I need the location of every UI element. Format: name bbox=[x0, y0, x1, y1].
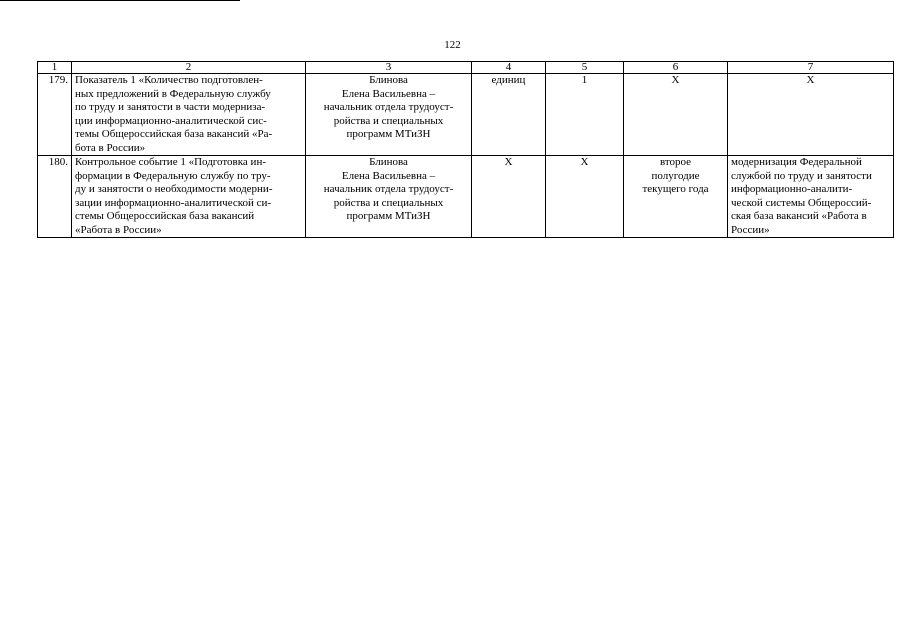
column-number: 6 bbox=[624, 62, 728, 74]
text-line: Елена Васильевна – bbox=[341, 169, 436, 182]
row-deadline bbox=[624, 156, 728, 238]
text-line: ская база вакансий «Работа в bbox=[731, 210, 867, 222]
column-number: 7 bbox=[728, 62, 894, 74]
row-value bbox=[546, 156, 624, 238]
column-number-row bbox=[38, 62, 894, 74]
text-line: программ МТиЗН bbox=[346, 210, 431, 222]
text-line: единиц bbox=[491, 74, 526, 86]
text-line: России» bbox=[731, 223, 770, 236]
text-line: зации информационно-аналитической си- bbox=[75, 196, 272, 209]
column-number: 3 bbox=[306, 62, 472, 74]
text-line: темы Общероссийская база вакансий «Ра- bbox=[75, 128, 273, 140]
text-line: Х bbox=[504, 156, 513, 168]
page-number: 122 bbox=[444, 39, 461, 51]
row-deadline bbox=[624, 74, 728, 156]
text-line: Х bbox=[580, 156, 589, 168]
text-line: бота в России» bbox=[75, 141, 146, 154]
text-line: стемы Общероссийская база вакансий bbox=[75, 210, 255, 222]
text-line: начальник отдела трудоуст- bbox=[323, 183, 454, 195]
text-line: ции информационно-аналитической сис- bbox=[75, 114, 267, 127]
text-line: Елена Васильевна – bbox=[341, 87, 436, 100]
text-line: ческой системы Общероссий- bbox=[731, 196, 872, 209]
text-line: Блинова bbox=[369, 74, 408, 86]
text-line: Контрольное событие 1 «Подготовка ин- bbox=[75, 156, 266, 168]
row-value bbox=[546, 74, 624, 156]
table-row bbox=[38, 156, 894, 238]
text-line: модернизация Федеральной bbox=[731, 156, 862, 168]
text-line: информационно-аналити- bbox=[731, 183, 853, 195]
row-unit bbox=[472, 156, 546, 238]
text-line: полугодие bbox=[651, 169, 700, 182]
text-line: второе bbox=[659, 156, 692, 168]
text-line: ройства и специальных bbox=[333, 114, 444, 127]
text-line: ных предложений в Федеральную службу bbox=[75, 87, 271, 100]
text-line: 1 bbox=[581, 74, 588, 86]
row-unit bbox=[472, 74, 546, 156]
text-line: по труду и занятости в части модерниза- bbox=[75, 101, 266, 113]
row-result bbox=[728, 74, 894, 156]
row-description bbox=[72, 74, 306, 156]
text-line: текущего года bbox=[642, 183, 709, 195]
text-line: ройства и специальных bbox=[333, 196, 444, 209]
row-result bbox=[728, 156, 894, 238]
column-number: 2 bbox=[72, 62, 306, 74]
text-line: программ МТиЗН bbox=[346, 128, 431, 140]
row-number: 179. bbox=[38, 74, 72, 156]
text-line: Показатель 1 «Количество подготовлен- bbox=[75, 74, 263, 86]
row-description bbox=[72, 156, 306, 238]
row-responsible bbox=[306, 74, 472, 156]
text-line: начальник отдела трудоуст- bbox=[323, 101, 454, 113]
column-number: 1 bbox=[38, 62, 72, 74]
column-number: 4 bbox=[472, 62, 546, 74]
text-line: Блинова bbox=[369, 156, 408, 168]
row-number: 180. bbox=[38, 156, 72, 238]
indicator-table bbox=[37, 61, 894, 238]
text-line: службой по труду и занятости bbox=[731, 169, 872, 182]
text-line: Х bbox=[671, 74, 680, 86]
column-number: 5 bbox=[546, 62, 624, 74]
row-responsible bbox=[306, 156, 472, 238]
text-line: Х bbox=[806, 74, 815, 86]
text-line: «Работа в России» bbox=[75, 223, 162, 236]
text-line: ду и занятости о необходимости модерни- bbox=[75, 183, 273, 195]
table-row bbox=[38, 74, 894, 156]
top-rule bbox=[0, 0, 240, 1]
text-line: формации в Федеральную службу по тру- bbox=[75, 169, 271, 182]
